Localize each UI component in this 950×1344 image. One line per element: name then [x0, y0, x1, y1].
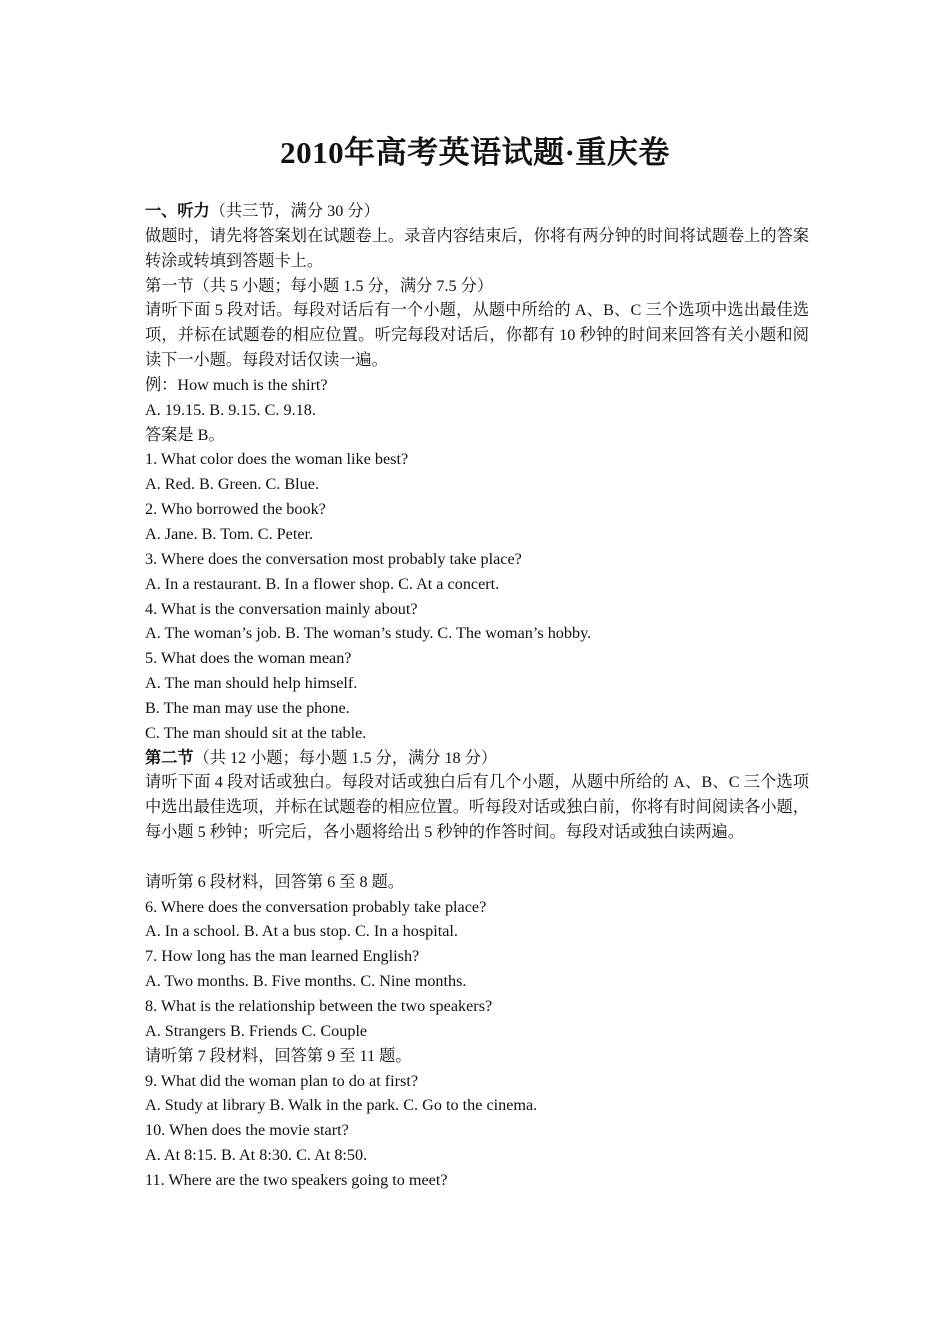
part-heading-note: （共三节，满分 30 分） [209, 202, 380, 220]
example-answer: 答案是 B。 [145, 425, 225, 444]
options-line: A. Strangers B. Friends C. Couple [145, 1021, 368, 1040]
question-line: 7. How long has the man learned English? [145, 947, 420, 966]
section2-heading [145, 746, 809, 771]
section2-heading-label: 第二节 [145, 748, 194, 767]
options-line: A. Study at library B. Walk in the park. C. Go to the cinema. [145, 1096, 538, 1115]
question-line: 4. What is the conversation mainly about? [145, 599, 418, 618]
option-line: B. The man may use the phone. [145, 698, 350, 717]
part-instructions: 做题时，请先将答案划在试题卷上。录音内容结束后，你将有两分钟的时间将试题卷上的答案转涂或转填到答题卡上。 [145, 226, 809, 270]
section2-instructions: 请听下面 4 段对话或独白。每段对话或独白后有几个小题，从题中所给的 A、B、C 三个选项中选出最佳选项，并标在试题卷的相应位置。听每段对话或独白前，你将有时间阅读各小题，每小题 5 秒钟；听完后，各小题将给出 5 秒钟的作答时间。每段对话或独白读两遍。 [145, 773, 809, 842]
part-heading-label: 一、听力 [145, 202, 210, 220]
options-line: A. Red. B. Green. C. Blue. [145, 475, 319, 494]
question-line: 2. Who borrowed the book? [145, 500, 326, 519]
question-line: 11. Where are the two speakers going to meet? [145, 1170, 448, 1189]
options-line: A. At 8:15. B. At 8:30. C. At 8:50. [145, 1146, 368, 1165]
question-line: 5. What does the woman mean? [145, 649, 352, 668]
question-line: 8. What is the relationship between the two speakers? [145, 997, 493, 1015]
section1-instructions: 请听下面 5 段对话。每段对话后有一个小题，从题中所给的 A、B、C 三个选项中选出最佳选项，并标在试题卷的相应位置。听完每段对话后，你都有 10 秒钟的时间来回答有关小题和阅读下一小题。每段对话仅读一遍。 [145, 301, 809, 370]
section1-heading: 第一节（共 5 小题；每小题 1.5 分，满分 7.5 分） [145, 276, 494, 295]
part-heading [145, 199, 809, 224]
option-line: A. The man should help himself. [145, 674, 358, 693]
material-intro: 请听第 6 段材料，回答第 6 至 8 题。 [145, 872, 404, 891]
page-title: 2010年高考英语试题·重庆卷 [280, 135, 670, 170]
question-line: 1. What color does the woman like best? [145, 450, 409, 469]
example-question: 例：How much is the shirt? [145, 375, 328, 394]
options-line: A. In a school. B. At a bus stop. C. In a hospital. [145, 922, 458, 941]
options-line: A. The woman’s job. B. The woman’s study. C. The woman’s hobby. [145, 624, 592, 643]
question-line: 10. When does the movie start? [145, 1121, 349, 1140]
options-line: A. Jane. B. Tom. C. Peter. [145, 524, 314, 543]
options-line: A. In a restaurant. B. In a flower shop. C. At a concert. [145, 574, 500, 593]
question-line: 9. What did the woman plan to do at first? [145, 1071, 419, 1090]
material-intro: 请听第 7 段材料，回答第 9 至 11 题。 [145, 1046, 412, 1065]
option-line: C. The man should sit at the table. [145, 723, 367, 742]
options-line: A. Two months. B. Five months. C. Nine months. [145, 972, 467, 991]
document-body [145, 199, 809, 1193]
blank-line [145, 845, 809, 870]
section2-heading-note: （共 12 小题；每小题 1.5 分，满分 18 分） [193, 748, 498, 767]
question-line: 3. Where does the conversation most probably take place? [145, 549, 522, 568]
example-options: A. 19.15. B. 9.15. C. 9.18. [145, 400, 316, 419]
question-line: 6. Where does the conversation probably take place? [145, 897, 487, 916]
